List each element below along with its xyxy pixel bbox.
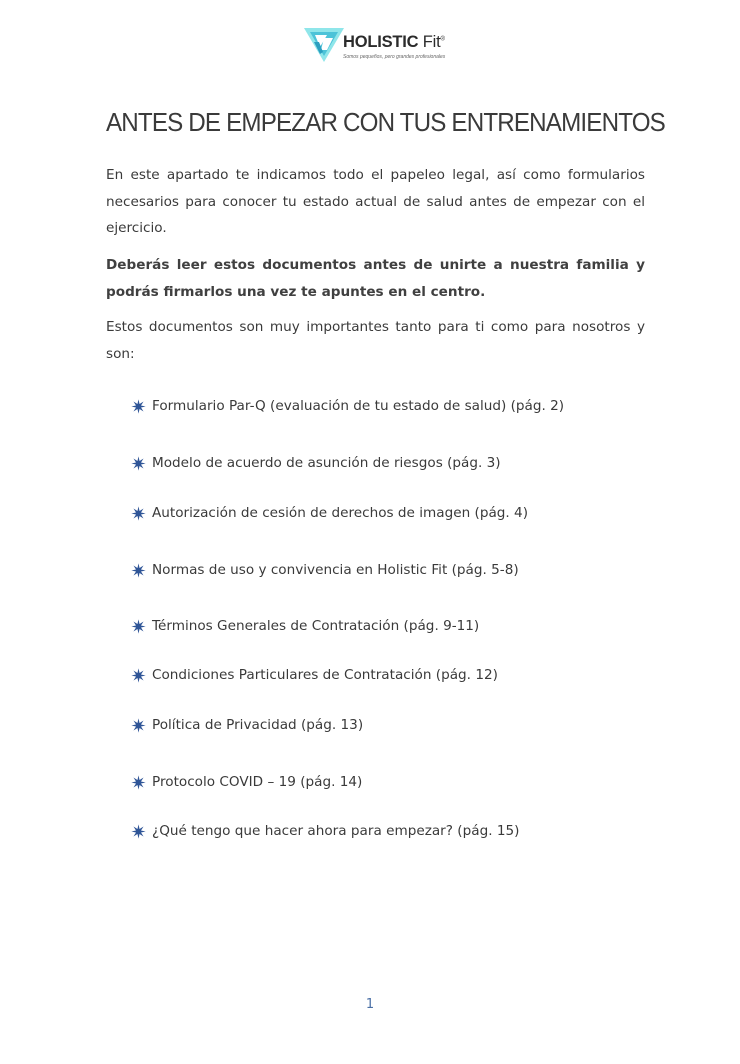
star-bullet-icon bbox=[131, 668, 146, 683]
list-item bbox=[131, 820, 519, 842]
star-bullet-icon bbox=[131, 619, 146, 634]
holistic-fit-logo bbox=[302, 22, 462, 66]
list-item bbox=[131, 452, 501, 474]
list-item-label: Formulario Par-Q (evaluación de tu estado de salud) (pág. 2) bbox=[152, 398, 565, 414]
logo-brand: HOLISTIC bbox=[343, 33, 419, 51]
star-bullet-icon bbox=[131, 824, 146, 839]
list-item bbox=[131, 714, 363, 736]
list-item-label: Términos Generales de Contratación (pág. 9-11) bbox=[152, 618, 480, 634]
logo-brand-suffix: Fit bbox=[422, 33, 441, 51]
list-item-label: Modelo de acuerdo de asunción de riesgos (pág. 3) bbox=[152, 455, 501, 471]
lead-paragraph: Estos documentos son muy importantes tanto para ti como para nosotros y son: bbox=[106, 319, 645, 362]
star-bullet-icon bbox=[131, 563, 146, 578]
page-number: 1 bbox=[365, 997, 375, 1012]
list-item bbox=[131, 395, 564, 417]
logo-mark-icon bbox=[302, 24, 346, 64]
list-item bbox=[131, 771, 362, 793]
logo-trademark: ® bbox=[440, 36, 445, 43]
star-bullet-icon bbox=[131, 456, 146, 471]
list-item-label: Protocolo COVID – 19 (pág. 14) bbox=[152, 774, 363, 790]
star-bullet-icon bbox=[131, 506, 146, 521]
notice-paragraph: Deberás leer estos documentos antes de unirte a nuestra familia y podrás firmarlos una vez te apuntes en el centro. bbox=[106, 257, 645, 300]
star-bullet-icon bbox=[131, 718, 146, 733]
list-item-label: ¿Qué tengo que hacer ahora para empezar? (pág. 15) bbox=[152, 823, 520, 839]
list-item-label: Normas de uso y convivencia en Holistic Fit (pág. 5-8) bbox=[152, 562, 519, 578]
logo-tagline: Somos pequeños, pero grandes profesionales bbox=[343, 54, 446, 60]
star-bullet-icon bbox=[131, 399, 146, 414]
logo-wordmark bbox=[343, 34, 445, 51]
page-title: ANTES DE EMPEZAR CON TUS ENTRENAMIENTOS bbox=[106, 107, 665, 137]
list-item bbox=[131, 502, 528, 524]
list-item-label: Condiciones Particulares de Contratación (pág. 12) bbox=[152, 667, 498, 683]
list-item-label: Autorización de cesión de derechos de imagen (pág. 4) bbox=[152, 505, 529, 521]
list-item bbox=[131, 559, 519, 581]
list-item-label: Política de Privacidad (pág. 13) bbox=[152, 717, 364, 733]
list-item bbox=[131, 664, 498, 686]
star-bullet-icon bbox=[131, 775, 146, 790]
list-item bbox=[131, 615, 479, 637]
intro-paragraph: En este apartado te indicamos todo el papeleo legal, así como formularios necesarios para conocer tu estado actual de salud antes de empezar con el ejercicio. bbox=[106, 167, 645, 236]
